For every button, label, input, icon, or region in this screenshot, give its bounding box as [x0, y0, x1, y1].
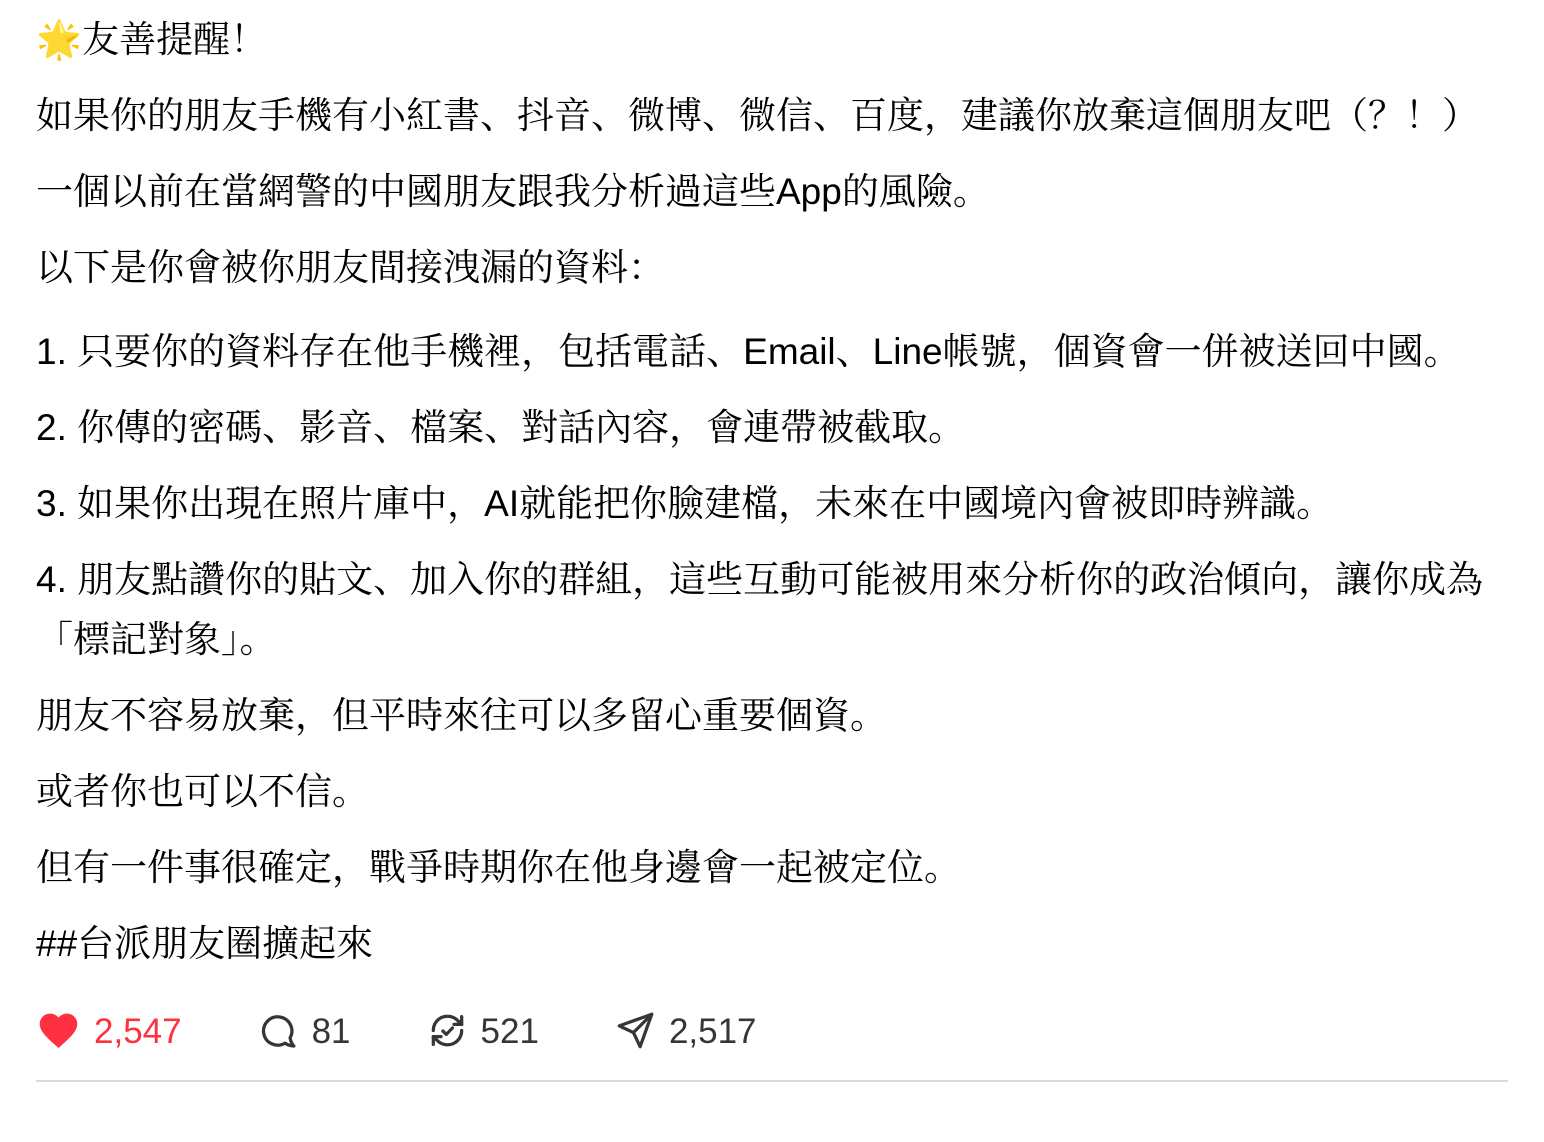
- post-paragraph-9: 或者你也可以不信。: [36, 771, 369, 812]
- repost-button[interactable]: [427, 1010, 539, 1051]
- post-list-item-3: 3. 如果你出現在照片庫中，AI就能把你臉建檔，未來在中國境內會被即時辨識。: [36, 483, 1334, 524]
- post-divider: [36, 1080, 1508, 1082]
- engagement-bar: [36, 1008, 1508, 1053]
- post-list-item-2: 2. 你傳的密碼、影音、檔案、對話內容，會連帶被截取。: [36, 407, 966, 448]
- comment-count: 81: [311, 1012, 351, 1051]
- post-paragraph-1: 如果你的朋友手機有小紅書、抖音、微博、微信、百度，建議你放棄這個朋友吧（？！）: [36, 95, 1479, 136]
- paper-plane-share-icon: [615, 1010, 656, 1051]
- post-list-item-4: 4. 朋友點讚你的貼文、加入你的群組，這些互動可能被用來分析你的政治傾向，讓你成為「標記對象」。: [36, 559, 1484, 660]
- like-button[interactable]: [36, 1008, 182, 1053]
- share-button[interactable]: [615, 1010, 757, 1051]
- post-paragraph-2: 一個以前在當網警的中國朋友跟我分析過這些App的風險。: [36, 171, 990, 212]
- post-list-item-1: 1. 只要你的資料存在他手機裡，包括電話、Email、Line帳號，個資會一併被送回中國。: [36, 331, 1461, 372]
- comment-bubble-icon: [258, 1010, 299, 1051]
- heart-icon: [36, 1008, 81, 1053]
- share-count: 2,517: [668, 1012, 757, 1051]
- post-paragraph-8: 朋友不容易放棄，但平時來往可以多留心重要個資。: [36, 695, 887, 736]
- post-paragraph-title: 🌟友善提醒！: [36, 19, 268, 60]
- repost-icon: [427, 1010, 468, 1051]
- post-hashtag-line: ##台派朋友圈擴起來: [36, 923, 374, 964]
- repost-count: 521: [480, 1012, 539, 1051]
- like-count: 2,547: [94, 1012, 182, 1051]
- post-paragraph-10: 但有一件事很確定，戰爭時期你在他身邊會一起被定位。: [36, 847, 961, 888]
- comment-button[interactable]: [258, 1010, 351, 1051]
- post-paragraph-3: 以下是你會被你朋友間接洩漏的資料：: [36, 247, 665, 288]
